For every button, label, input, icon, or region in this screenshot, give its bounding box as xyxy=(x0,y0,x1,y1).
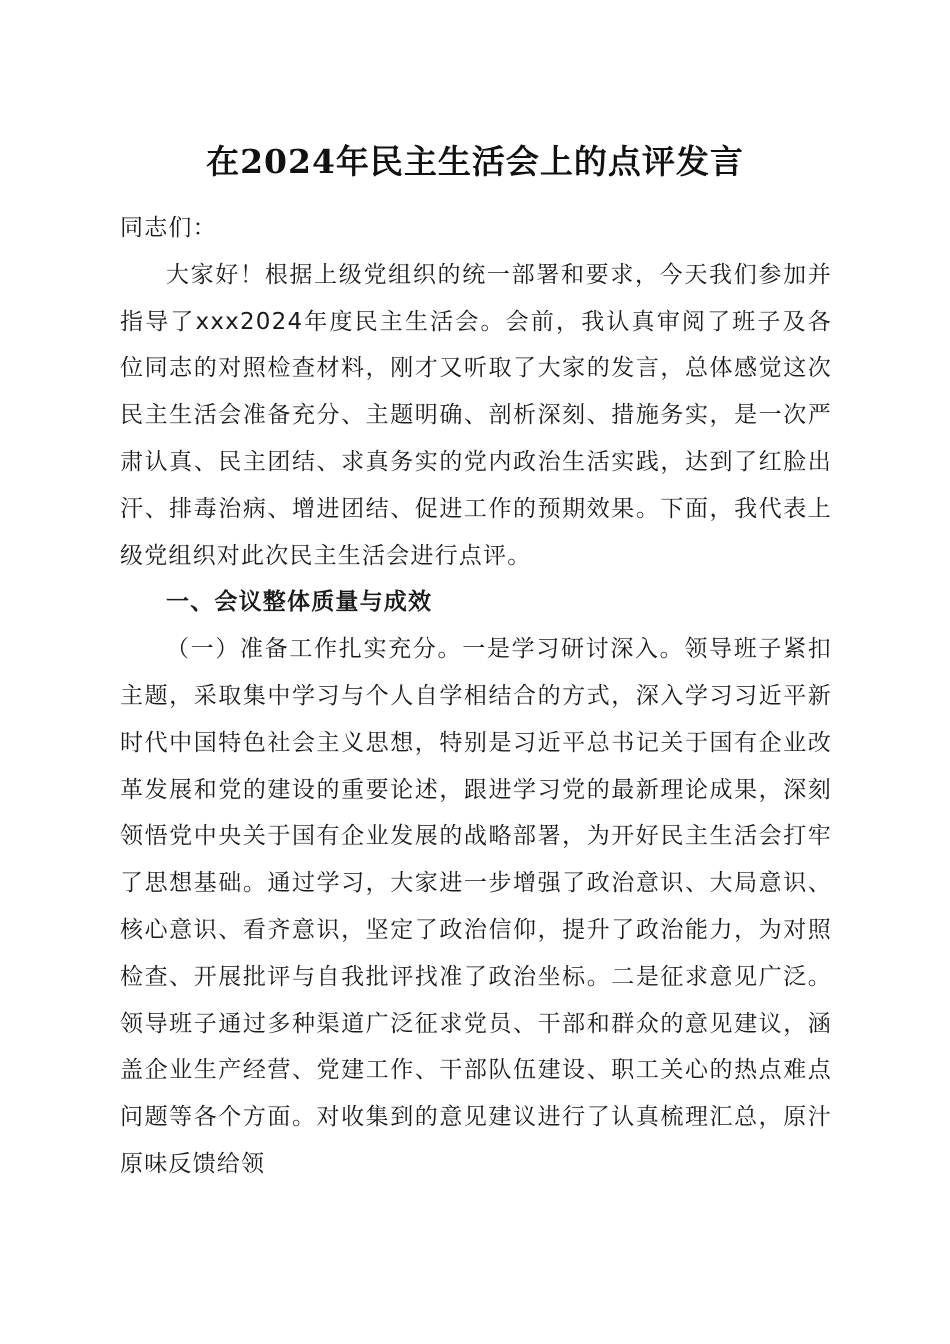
document-title: 在2024年民主生活会上的点评发言 xyxy=(206,142,744,181)
section-heading: 一、会议整体质量与成效 xyxy=(166,589,433,616)
salutation: 同志们： xyxy=(120,215,217,241)
document-body xyxy=(120,205,832,1188)
opening-paragraph: 大家好！根据上级党组织的统一部署和要求，今天我们参加并指导了xxx2024年度民主生活会。会前，我认真审阅了班子及各位同志的对照检查材料，刚才又听取了大家的发言，总体感觉这次民主生活会准备充分、主题明确、剖析深刻、措施务实，是一次严肃认真、民主团结、求真务实的党内政治生活实践，达到了红脸出汗、排毒治病、增进团结、促进工作的预期效果。下面，我代表上级党组织对此次民主生活会进行点评。 xyxy=(120,261,832,569)
section-paragraph: （一）准备工作扎实充分。一是学习研讨深入。领导班子紧扣主题，采取集中学习与个人自学相结合的方式，深入学习习近平新时代中国特色社会主义思想，特别是习近平总书记关于国有企业改革发展和党的建设的重要论述，跟进学习党的最新理论成果，深刻领悟党中央关于国有企业发展的战略部署，为开好民主生活会打牢了思想基础。通过学习，大家进一步增强了政治意识、大局意识、核心意识、看齐意识，坚定了政治信仰，提升了政治能力，为对照检查、开展批评与自我批评找准了政治坐标。二是征求意见广泛。领导班子通过多种渠道广泛征求党员、干部和群众的意见建议，涵盖企业生产经营、党建工作、干部队伍建设、职工关心的热点难点问题等各个方面。对收集到的意见建议进行了认真梳理汇总，原汁原味反馈给领 xyxy=(120,636,832,1177)
